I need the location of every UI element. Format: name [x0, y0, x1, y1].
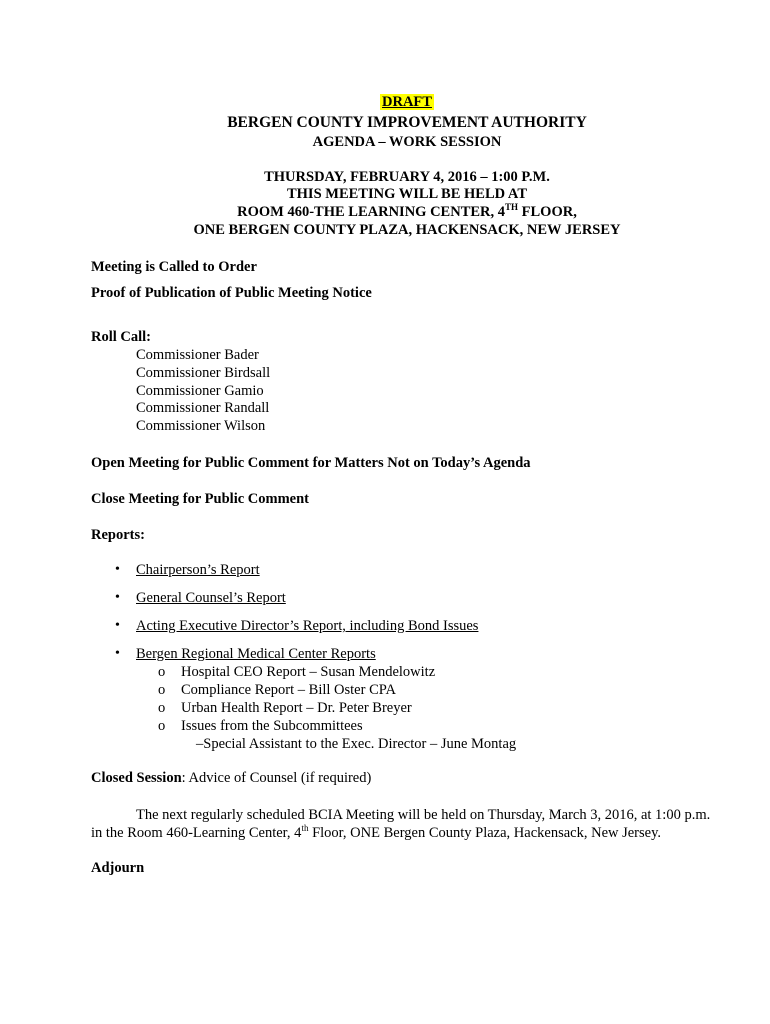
- closed-session-label: Closed Session: [91, 770, 182, 786]
- sub-report-item: Compliance Report – Bill Oster CPA: [181, 682, 396, 698]
- sub-report-item: Urban Health Report – Dr. Peter Breyer: [181, 700, 412, 716]
- called-to-order: Meeting is Called to Order: [91, 259, 257, 275]
- adjourn: Adjourn: [91, 860, 145, 876]
- commissioner-item: Commissioner Bader: [136, 347, 259, 363]
- next-meeting-line-1: The next regularly scheduled BCIA Meeting will be held on Thursday, March 3, 2016, at 1:00 p.m.: [136, 807, 711, 823]
- closed-session: [91, 770, 371, 787]
- close-meeting: Close Meeting for Public Comment: [91, 491, 309, 507]
- bullet-icon: •: [115, 562, 120, 577]
- report-item: Bergen Regional Medical Center Reports: [136, 646, 376, 662]
- sub-bullet-icon: o: [158, 682, 166, 698]
- special-assistant: –Special Assistant to the Exec. Director – June Montag: [196, 736, 517, 752]
- agenda-title: AGENDA – WORK SESSION: [312, 134, 502, 150]
- bullet-icon: •: [115, 646, 120, 661]
- room-line: ROOM 460-THE LEARNING CENTER, 4TH FLOOR,: [237, 202, 577, 220]
- draft-highlight: DRAFT: [382, 94, 432, 110]
- report-item: Chairperson’s Report: [136, 562, 260, 578]
- held-at: THIS MEETING WILL BE HELD AT: [286, 186, 527, 202]
- report-item: General Counsel’s Report: [136, 590, 286, 606]
- commissioner-item: Commissioner Wilson: [136, 418, 266, 434]
- bullet-icon: •: [115, 590, 120, 605]
- sub-report-item: Issues from the Subcommittees: [181, 718, 363, 734]
- sub-bullet-icon: o: [158, 700, 166, 716]
- sub-bullet-icon: o: [158, 718, 166, 734]
- reports-heading: Reports:: [91, 527, 145, 543]
- address-line: ONE BERGEN COUNTY PLAZA, HACKENSACK, NEW JERSEY: [193, 222, 621, 238]
- sub-bullet-icon: o: [158, 664, 166, 680]
- open-meeting: Open Meeting for Public Comment for Matters Not on Today’s Agenda: [91, 455, 531, 471]
- bullet-icon: •: [115, 618, 120, 633]
- draft-label: [0, 94, 770, 111]
- commissioner-item: Commissioner Birdsall: [136, 365, 271, 381]
- proof-of-publication: Proof of Publication of Public Meeting Notice: [91, 285, 372, 301]
- meeting-date: THURSDAY, FEBRUARY 4, 2016 – 1:00 P.M.: [264, 169, 550, 185]
- closed-session-text: : Advice of Counsel (if required): [181, 770, 372, 786]
- org-title: BERGEN COUNTY IMPROVEMENT AUTHORITY: [227, 114, 587, 131]
- report-item: Acting Executive Director’s Report, including Bond Issues: [136, 618, 479, 634]
- commissioner-item: Commissioner Gamio: [136, 383, 264, 399]
- commissioner-item: Commissioner Randall: [136, 400, 270, 416]
- sub-report-item: Hospital CEO Report – Susan Mendelowitz: [181, 664, 436, 680]
- next-meeting-line-2: in the Room 460-Learning Center, 4th Floor, ONE Bergen County Plaza, Hackensack, New Jersey.: [91, 823, 662, 841]
- roll-call-heading: Roll Call:: [91, 329, 152, 345]
